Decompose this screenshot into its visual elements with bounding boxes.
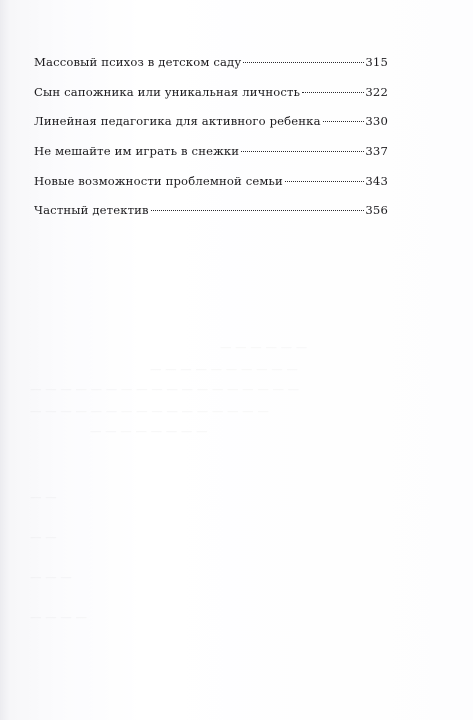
bleed-through — [30, 610, 87, 624]
toc-entry-title: Сын сапожника или уникальная личность — [34, 84, 301, 99]
toc-page-number: 330 — [365, 114, 388, 129]
toc-entry[interactable] — [34, 114, 388, 144]
toc-dot-leader — [302, 92, 364, 93]
bleed-through — [30, 490, 57, 504]
bleed-through — [30, 570, 72, 584]
bleed-through — [30, 382, 299, 396]
toc-page-number: 322 — [365, 84, 388, 99]
toc-page-number: 315 — [365, 55, 388, 69]
toc-dot-leader — [285, 181, 365, 182]
toc-entry-title: Не мешайте им играть в снежки — [34, 144, 240, 159]
toc-entry-title: Линейная педагогика для активного ребенка — [34, 114, 321, 129]
toc-dot-leader — [243, 62, 364, 63]
bleed-through — [30, 404, 269, 418]
page-edge-shadow — [0, 0, 10, 720]
toc-page-number: 337 — [365, 144, 388, 159]
toc-entry[interactable] — [34, 203, 388, 233]
toc-entry-title: Новые возможности проблемной семьи — [34, 173, 283, 188]
bleed-through — [90, 424, 208, 438]
toc-dot-leader — [241, 151, 364, 152]
toc-entry-title: Массовый психоз в детском саду — [34, 55, 242, 69]
toc-page-number: 343 — [365, 173, 388, 188]
bleed-through — [150, 362, 298, 376]
toc-entry[interactable] — [34, 144, 388, 174]
bleed-through — [30, 530, 57, 544]
table-of-contents — [34, 55, 388, 233]
toc-entry[interactable] — [34, 55, 388, 85]
toc-entry[interactable] — [34, 85, 388, 115]
toc-entry-title: Частный детектив — [34, 203, 149, 218]
bleed-through — [220, 340, 307, 354]
toc-entry[interactable] — [34, 174, 388, 204]
toc-page-number: 356 — [365, 203, 388, 218]
toc-dot-leader — [323, 121, 365, 122]
toc-dot-leader — [151, 210, 365, 211]
